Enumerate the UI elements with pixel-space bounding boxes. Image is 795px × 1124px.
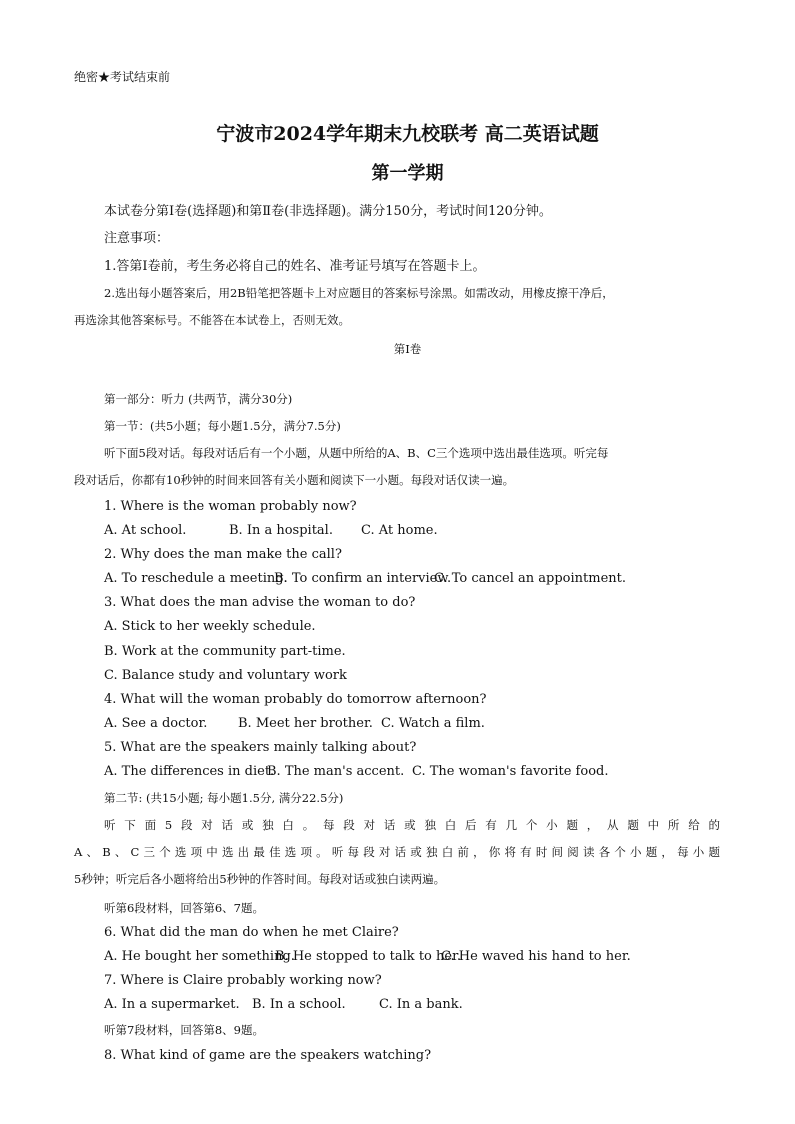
question-4-option-a: A. See a doctor.: [104, 716, 208, 731]
question-7-option-b: B. In a school.: [252, 997, 346, 1012]
question-1-option-c: C. At home.: [361, 523, 438, 538]
question-4-option-c: C. Watch a film.: [381, 716, 485, 731]
question-3-stem: 3. What does the man advise the woman to do?: [104, 595, 416, 610]
confidential-label: 绝密★考试结束前: [74, 70, 171, 84]
question-7-option-a: A. In a supermarket.: [104, 997, 240, 1012]
question-4-stem: 4. What will the woman probably do tomorrow afternoon?: [104, 692, 487, 707]
section1-instruction-b: 段对话后，你都有10秒钟的时间来回答有关小题和阅读下一小题。每段对话仅读一遍。: [74, 473, 515, 487]
question-1-option-b: B. In a hospital.: [229, 523, 333, 538]
section1-instruction-a: 听下面5段对话。每段对话后有一个小题，从题中所给的A、B、C三个选项中选出最佳选项。听完每: [104, 446, 609, 460]
section2-instruction-a: 听下面5段对话或独白。每段对话或独白后有几个小题，从题中所给的: [104, 818, 720, 832]
intro-line: 本试卷分第Ⅰ卷(选择题)和第Ⅱ卷(非选择题)。满分150分，考试时间120分钟。: [104, 204, 552, 219]
question-5-option-b: B. The man's accent.: [267, 764, 405, 779]
question-2-option-c: C. To cancel an appointment.: [434, 571, 627, 586]
volume-heading: 第Ⅰ卷: [393, 342, 422, 356]
question-8-stem: 8. What kind of game are the speakers watching?: [104, 1048, 432, 1063]
question-1-stem: 1. Where is the woman probably now?: [104, 499, 357, 514]
notice-item-1: 1.答第Ⅰ卷前，考生务必将自己的姓名、准考证号填写在答题卡上。: [104, 259, 486, 274]
question-4-option-b: B. Meet her brother.: [238, 716, 373, 731]
question-3-option-b: B. Work at the community part-time.: [104, 644, 346, 659]
section2-instruction-c: 5秒钟；听完后各小题将给出5秒钟的作答时间。每段对话或独白读两遍。: [74, 872, 446, 886]
question-3-option-c: C. Balance study and voluntary work: [104, 668, 347, 683]
question-5-stem: 5. What are the speakers mainly talking about?: [104, 740, 417, 755]
question-5-option-a: A. The differences in diet.: [104, 764, 275, 779]
question-5-option-c: C. The woman's favorite food.: [412, 764, 609, 779]
question-3-option-a: A. Stick to her weekly schedule.: [104, 619, 316, 634]
question-2-stem: 2. Why does the man make the call?: [104, 547, 342, 562]
exam-subtitle: 第一学期: [371, 163, 444, 184]
question-7-option-c: C. In a bank.: [379, 997, 463, 1012]
question-2-option-b: B. To confirm an interview.: [274, 571, 452, 586]
material-7-label: 听第7段材料，回答第8、9题。: [104, 1023, 264, 1037]
section2-instruction-b: A、B、C三个选项中选出最佳选项。听每段对话或独白前，你将有时间阅读各个小题，每小题: [74, 845, 720, 859]
notice-heading: 注意事项：: [104, 231, 170, 246]
notice-item-2a: 2.选出每小题答案后，用2B铅笔把答题卡上对应题目的答案标号涂黑。如需改动，用橡皮擦干净后，: [104, 286, 614, 300]
question-6-option-a: A. He bought her something.: [104, 949, 295, 964]
question-6-stem: 6. What did the man do when he met Claire?: [104, 925, 399, 940]
question-6-option-b: B. He stopped to talk to her.: [275, 949, 461, 964]
material-6-label: 听第6段材料，回答第6、7题。: [104, 901, 264, 915]
question-1-option-a: A. At school.: [104, 523, 187, 538]
notice-item-2b: 再选涂其他答案标号。不能答在本试卷上，否则无效。: [74, 313, 350, 327]
part1-heading: 第一部分：听力 (共两节，满分30分): [104, 392, 293, 406]
question-2-option-a: A. To reschedule a meeting.: [104, 571, 288, 586]
exam-title: 宁波市2024学年期末九校联考 高二英语试题: [216, 123, 599, 145]
question-7-stem: 7. Where is Claire probably working now?: [104, 973, 382, 988]
section2-heading: 第二节: (共15小题; 每小题1.5分, 满分22.5分): [104, 791, 344, 805]
question-6-option-c: C. He waved his hand to her.: [441, 949, 631, 964]
section1-heading: 第一节：(共5小题；每小题1.5分，满分7.5分): [104, 419, 341, 433]
